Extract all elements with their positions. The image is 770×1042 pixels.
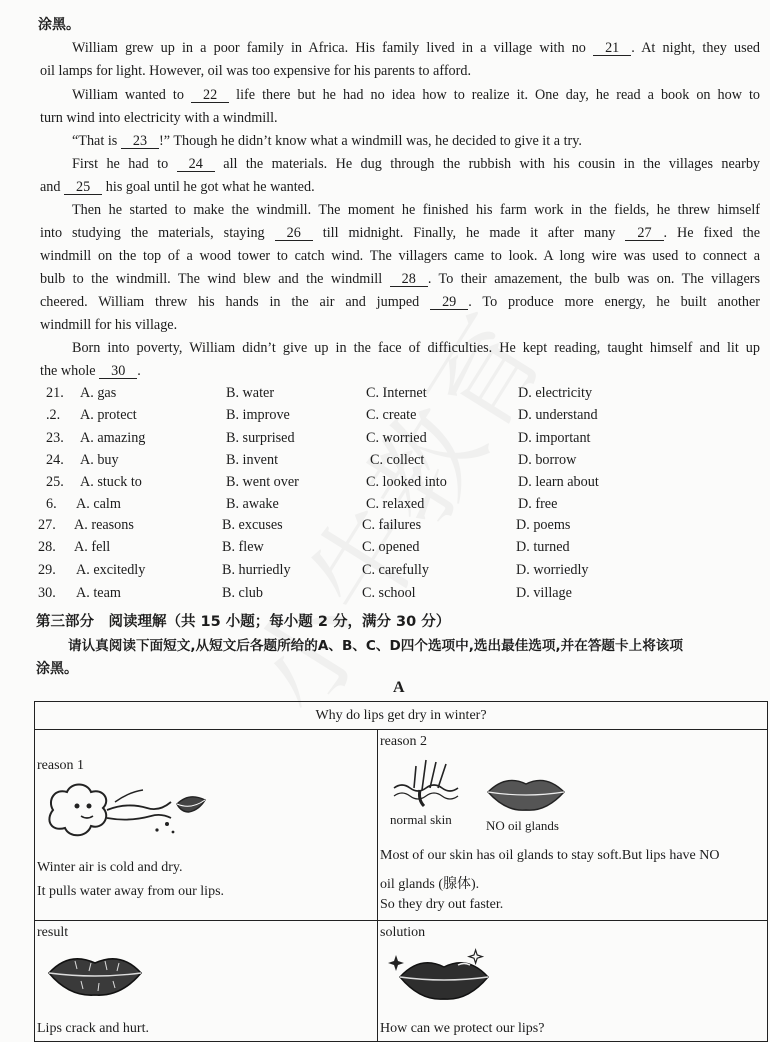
section-instruction: 涂黑。 <box>36 661 78 677</box>
option-b: B. water <box>226 385 275 401</box>
passage-line: William grew up in a poor family in Africa. His family lived in a village with no 21 . At night, they used <box>72 40 761 56</box>
cracked-lips-icon <box>45 949 145 999</box>
blank-24: 24 <box>177 157 215 172</box>
option-d: D. poems <box>516 517 571 533</box>
passage-line: the whole 30 . <box>40 363 141 379</box>
option-d: D. turned <box>516 539 570 555</box>
option-b: B. awake <box>226 496 279 512</box>
passage-label: A <box>393 679 405 696</box>
result-text1: Lips crack and hurt. <box>37 1021 149 1036</box>
option-b: B. went over <box>226 474 299 490</box>
reason2-text3: So they dry out faster. <box>380 897 504 912</box>
blank-21: 21 <box>593 41 631 56</box>
reason1-text1: Winter air is cold and dry. <box>37 860 183 875</box>
passage-line: windmill on the top of a wood tower to catch wind. The villagers came to look. A long wire was used to connect a <box>40 248 760 264</box>
blank-29: 29 <box>430 295 468 310</box>
option-a: A. buy <box>80 452 119 468</box>
blank-22: 22 <box>191 88 229 103</box>
reason1-cell <box>35 730 378 921</box>
table-title: Why do lips get dry in winter? <box>35 702 768 730</box>
reason1-text2: It pulls water away from our lips. <box>37 884 225 899</box>
option-b: B. surprised <box>226 430 295 446</box>
option-d: D. free <box>518 496 558 512</box>
option-d: D. electricity <box>518 385 593 401</box>
option-a: A. calm <box>76 496 121 512</box>
solution-label: solution <box>380 925 426 940</box>
option-b: B. hurriedly <box>222 562 291 578</box>
blank-27: 27 <box>625 226 663 241</box>
option-c: C. Internet <box>366 385 427 401</box>
blank-30: 30 <box>99 364 137 379</box>
passage-line: First he had to 24 all the materials. He dug through the rubbish with his cousin in the villages nearby <box>72 156 761 172</box>
option-b: B. excuses <box>222 517 283 533</box>
passage-line: bulb to the windmill. The wind blew and the windmill 28 . To their amazement, the bulb was on. The villagers <box>40 271 760 287</box>
passage-line: turn wind into electricity with a windmill. <box>40 110 278 126</box>
question-number: 23. <box>46 430 64 446</box>
question-number: 28. <box>38 539 56 555</box>
option-c: C. looked into <box>366 474 447 490</box>
question-number: 24. <box>46 452 64 468</box>
option-a: A. gas <box>80 385 117 401</box>
question-number: 21. <box>46 385 64 401</box>
option-a: A. reasons <box>74 517 134 533</box>
option-a: A. team <box>76 585 121 601</box>
section-heading: 第三部分 阅读理解（共 15 小题；每小题 2 分，满分 30 分） <box>36 614 451 630</box>
option-b: B. club <box>222 585 263 601</box>
question-number: 29. <box>38 562 56 578</box>
option-a: A. fell <box>74 539 111 555</box>
passage-line: “That is 23 !” Though he didn’t know what a windmill was, he decided to give it a try. <box>72 133 582 149</box>
solution-cell <box>378 921 768 1042</box>
shiny-lips-icon <box>388 947 492 1003</box>
blank-25: 25 <box>64 180 102 195</box>
reason2-text1: Most of our skin has oil glands to stay soft.But lips have NO <box>380 848 720 863</box>
section-instruction: 请认真阅读下面短文,从短文后各题所给的A、B、C、D四个选项中,选出最佳选项,并在答题卡上将该项 <box>68 638 683 654</box>
question-number: .2. <box>46 407 61 423</box>
option-c: C. school <box>362 585 416 601</box>
wind-blowing-icon <box>41 780 213 846</box>
reason1-label: reason 1 <box>37 758 85 773</box>
passage-line: cheered. William threw his hands in the air and jumped 29 . To produce more energy, he built another <box>40 294 760 310</box>
option-d: D. understand <box>518 407 598 423</box>
passage-line: William wanted to 22 life there but he had no idea how to realize it. One day, he read a book on how to <box>72 87 761 103</box>
option-c: C. relaxed <box>366 496 425 512</box>
caption-no-oil-glands: NO oil glands <box>486 818 559 833</box>
option-c: C. worried <box>366 430 427 446</box>
option-b: B. flew <box>222 539 264 555</box>
question-number: 30. <box>38 585 56 601</box>
lips-icon <box>486 774 566 812</box>
option-c: C. carefully <box>362 562 429 578</box>
option-c: C. collect <box>370 452 425 468</box>
skin-hair-icon <box>392 758 462 810</box>
option-a: A. stuck to <box>80 474 142 490</box>
result-label: result <box>37 925 69 940</box>
option-d: D. borrow <box>518 452 577 468</box>
option-d: D. learn about <box>518 474 599 490</box>
reason2-label: reason 2 <box>380 734 428 749</box>
passage-line: oil lamps for light. However, oil was too expensive for his parents to afford. <box>40 63 472 79</box>
blank-23: 23 <box>121 134 159 149</box>
option-b: B. invent <box>226 452 279 468</box>
passage-line: and 25 his goal until he got what he wanted. <box>40 179 315 195</box>
option-c: C. failures <box>362 517 422 533</box>
question-number: 27. <box>38 517 56 533</box>
reason2-text2: oil glands (腺体). <box>380 877 480 892</box>
option-d: D. village <box>516 585 572 601</box>
option-c: C. create <box>366 407 417 423</box>
reason2-cell <box>378 730 768 921</box>
option-a: A. amazing <box>80 430 146 446</box>
option-a: A. excitedly <box>76 562 146 578</box>
instruction-tail: 涂黑。 <box>38 17 80 33</box>
passage-line: windmill for his village. <box>40 317 178 333</box>
blank-28: 28 <box>390 272 428 287</box>
solution-text1: How can we protect our lips? <box>380 1021 545 1036</box>
option-a: A. protect <box>80 407 137 423</box>
option-d: D. important <box>518 430 591 446</box>
passage-line: Then he started to make the windmill. The moment he finished his farm work in the fields, he threw himself <box>72 202 760 218</box>
blank-26: 26 <box>275 226 313 241</box>
option-b: B. improve <box>226 407 290 423</box>
option-c: C. opened <box>362 539 420 555</box>
result-cell <box>35 921 378 1042</box>
caption-normal-skin: normal skin <box>390 812 452 827</box>
passage-line: into studying the materials, staying 26 till midnight. Finally, he made it after many 27 . He fixed the <box>40 225 761 241</box>
passage-line: Born into poverty, William didn’t give up in the face of difficulties. He kept reading, taught himself and lit up <box>72 340 760 356</box>
question-number: 25. <box>46 474 64 490</box>
option-d: D. worriedly <box>516 562 589 578</box>
question-number: 6. <box>46 496 57 512</box>
info-table <box>34 701 768 1042</box>
